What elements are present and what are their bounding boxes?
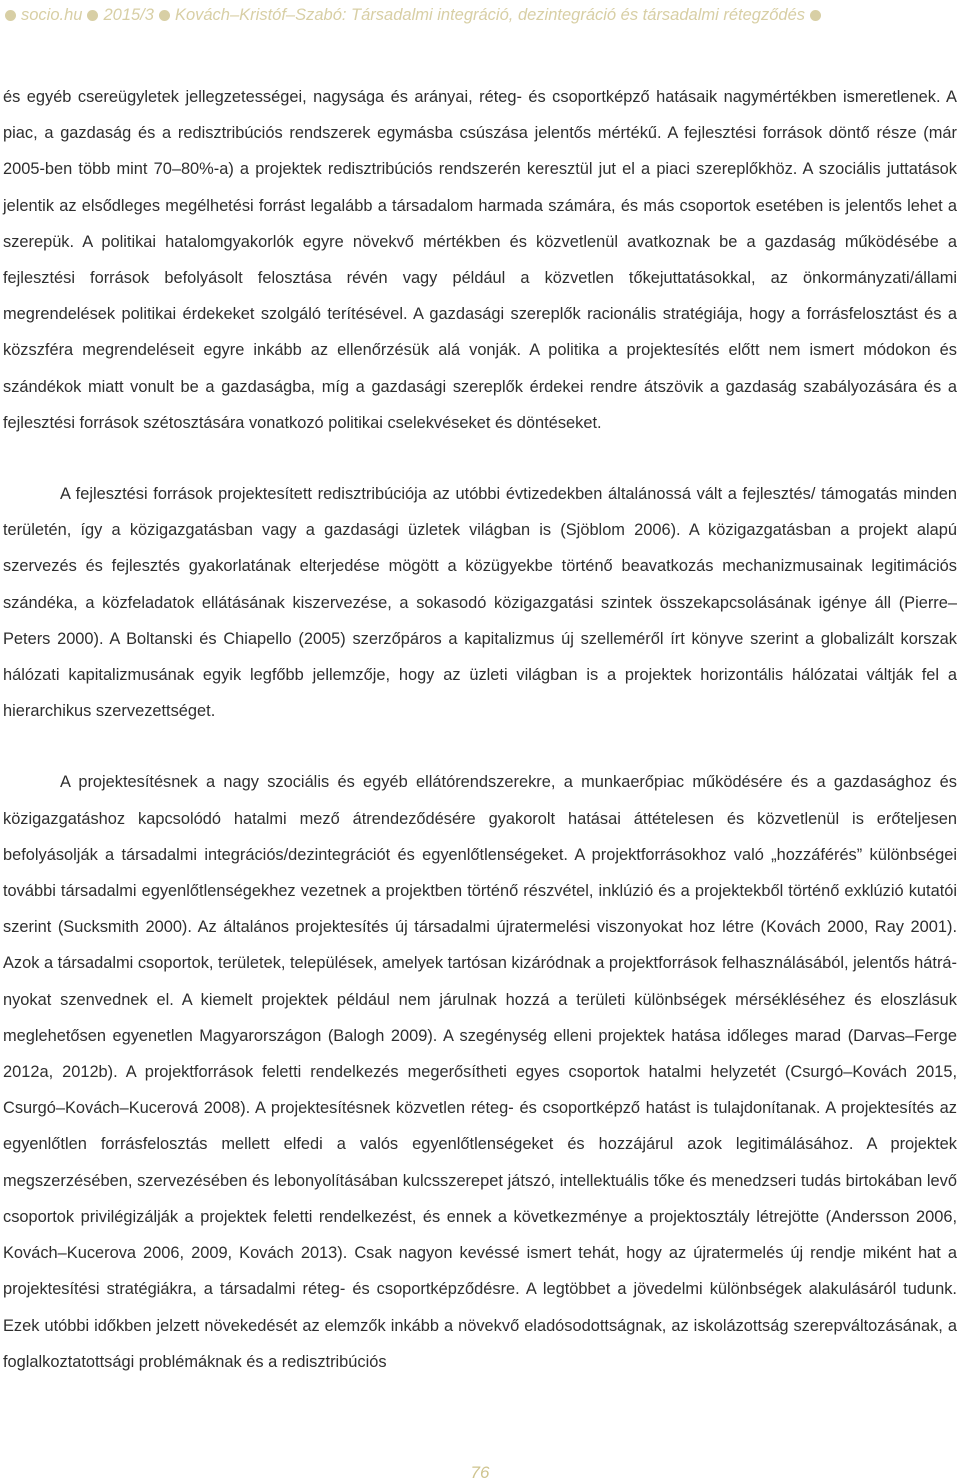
page-number: 76 bbox=[470, 1463, 490, 1482]
running-header bbox=[0, 0, 960, 30]
paragraph-gap bbox=[3, 441, 957, 476]
bullet-dot-icon bbox=[810, 10, 821, 21]
paragraph-gap bbox=[3, 729, 957, 764]
paragraph: A projektesítésnek a nagy szociális és egyéb ellátórendszerekre, a munkaerőpiac működésére és a gazdasághoz és közigazgatáshoz kapcsolódó hatalmi mező átrendeződésére gyakorolt hatásai áttételesen és közvetlenül is erőteljesen befolyásolják a társadalmi integrációs/dezintegrációt és egyenlőtlenségeket. A projektforrásokhoz való „hozzáférés” különbségei további társadalmi egyenlőtlenségekhez vezetnek a projektben történő részvétel, inklúzió és a projektekből történő exklúzió kutatói szerint (Sucksmith 2000). Az általános projektesítés új társadalmi újratermelési viszonyokat hoz létre (Kovách 2000, Ray 2001). Azok a társadalmi csoportok, területek, települések, amelyek tartósan kizáródnak a projektforrások felhasználásából, jelentős hátrányokat szenvednek el. A kiemelt projektek például nem járulnak hozzá a területi különbségek mérsékléséhez és eloszlásuk meglehetősen egyenetlen Magyarországon (Balogh 2009). A szegénység elleni projektek hatása időleges marad (Darvas–Ferge 2012a, 2012b). A projektforrások feletti rendelkezés megerősítheti egyes csoportok hatalmi helyzetét (Csurgó–Kovách 2015, Csurgó–Kovách–Kucerová 2008). A projektesítésnek közvetlen réteg- és csoportképző hatást is tulajdonítanak. A projektesítés az egyenlőtlen forrásfelosztás mellett elfedi a valós egyenlőtlenségeket és hozzájárul azok legitimálásához. A projektek megszerzésében, szervezésében és lebonyolításában kulcsszerepet játszó, intellektuális tőke és menedzseri tudás birtokában levő csoportok privilégizálják a projektek feletti rendelkezést, és ennek a következménye a projektosztály létrejötte (Andersson 2006, Kovách–Kucerova 2006, 2009, Kovách 2013). Csak nagyon kevéssé ismert tehát, hogy az újratermelés új rendje miként hat a projektesítési stratégiákra, a társadalmi réteg- és csoportképződésre. A legtöbbet a jövedelmi különbségek alakulásáról tudunk. Ezek utóbbi időkben jelzett növekedését az elemzők inkább a növekvő eladósodottságnak, az iskolázottság szerepváltozásának, a foglalkoztatottsági problémáknak és a redisztribúciós bbox=[3, 773, 957, 1371]
bullet-dot-icon bbox=[159, 10, 170, 21]
header-issue: 2015/3 bbox=[103, 5, 154, 24]
article-body bbox=[3, 79, 957, 1380]
header-site: socio.hu bbox=[21, 5, 83, 24]
paragraph-continued: és egyéb csereügyletek jellegzetességei, nagysága és arányai, réteg- és csoportképző hatásaik nagymértékben ismeretlenek. A piac, a gazdaság és a redisztribúciós rendszerek egymásba csúszása jelentős mértékű. A fejlesztési források döntő része (már 2005-ben több mint 70–80%-a) a projektek redisztribúciós rendszerén keresztül jut el a piaci szereplőkhöz. A szociális juttatások jelentik az elsődleges megélhetési forrást legalább a társadalom harmada számára, és más csoportok esetében is jelentős lehet a szerepük. A politikai hatalomgyakorlók egyre növekvő mértékben és közvetlenül avatkoznak be a gazdaság működésébe a fejlesztési források befolyásolt felosztása révén vagy például a közvetlen tőkejuttatásokkal, az önkormányzati/állami megrendelések politikai érdekeket szolgáló terítésével. A gazdasági szereplők racionális stratégiája, hogy a forrásfelosztást és a közszféra megrendeléseit egyre inkább az ellenőrzésük alá vonják. A politika a projektesítés előtt nem ismert módokon és szándékok miatt vonult be a gazdaságba, míg a gazdasági szereplők érdekei rendre átszövik a gazdaság szabályozására és a fejlesztési források szétosztására vonatkozó politikai cselekvéseket és döntéseket. bbox=[3, 88, 957, 432]
bullet-dot-icon bbox=[5, 10, 16, 21]
header-article-title: Kovách–Kristóf–Szabó: Társadalmi integráció, dezintegráció és társadalmi rétegződés bbox=[174, 5, 806, 24]
paragraph: A fejlesztési források projektesített redisztribúciója az utóbbi évtizedekben általánossá vált a fejlesztés/ támogatás minden területén, így a közigazgatásban vagy a gazdasági üzletek világban is (Sjöblom 2006). A közigazgatásban a projekt alapú szervezés és fejlesztés gyakorlatának elterjedése mögött a közügyekbe történő beavatkozás mechanizmusainak legitimációs szándéka, a közfeladatok ellátásának kiszervezése, a sokasodó közigazgatási szintek összekapcsolásának igénye áll (Pierre–Peters 2000). A Boltanski és Chiapello (2005) szerzőpáros a kapitalizmus új szelleméről írt könyve szerint a globalizált korszak hálózati kapitalizmusának egyik legfőbb jellemzője, hogy az üzleti világban is a projektek horizontális hálózatai váltják fel a hierarchikus szervezettséget. bbox=[3, 485, 957, 721]
bullet-dot-icon bbox=[87, 10, 98, 21]
